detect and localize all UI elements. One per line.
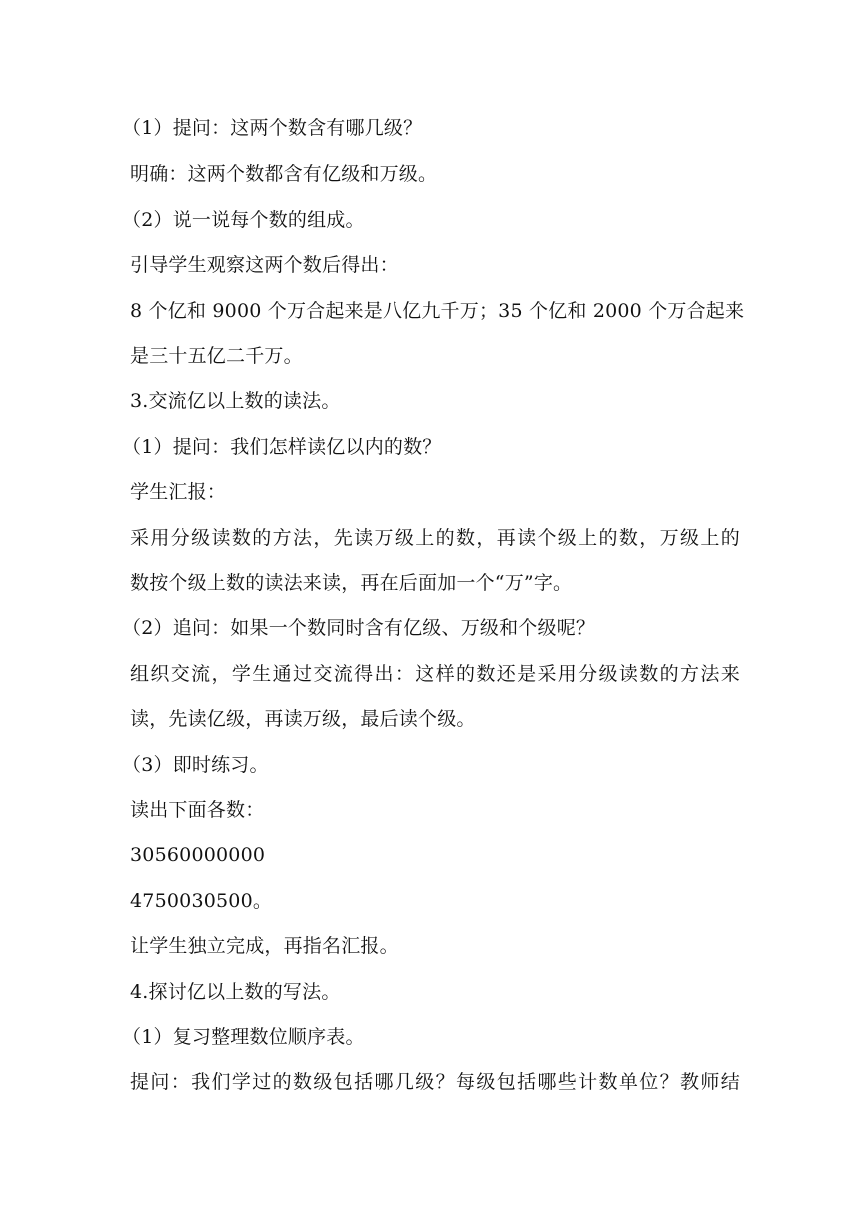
- text-line: 引导学生观察这两个数后得出：: [130, 254, 399, 276]
- text-line: 8 个亿和 9000 个万合起来是八亿九千万；35 个亿和 2000 个万合起来: [130, 300, 745, 322]
- text-line: 数按个级上数的读法来读，再在后面加一个“万”字。: [130, 572, 573, 594]
- text-line: 读出下面各数：: [130, 799, 265, 821]
- text-line: 让学生独立完成，再指名汇报。: [130, 935, 399, 957]
- text-line: 组织交流，学生通过交流得出：这样的数还是采用分级读数的方法来: [130, 663, 740, 685]
- text-line: （1）提问：我们怎样读亿以内的数？: [122, 436, 442, 458]
- text-line: （2）说一说每个数的组成。: [122, 209, 365, 231]
- text-line: 采用分级读数的方法，先读万级上的数，再读个级上的数，万级上的: [130, 527, 740, 549]
- text-line: （3）即时练习。: [122, 754, 269, 776]
- text-line: （2）追问：如果一个数同时含有亿级、万级和个级呢？: [122, 617, 596, 639]
- number-line: 4750030500。: [130, 890, 273, 912]
- text-line: 学生汇报：: [130, 481, 227, 503]
- text-line: 明确：这两个数都含有亿级和万级。: [130, 163, 438, 185]
- number-line: 30560000000: [130, 844, 266, 866]
- text-line: 是三十五亿二千万。: [130, 345, 303, 367]
- text-line: （1）提问：这两个数含有哪几级？: [122, 117, 423, 139]
- text-line: 提问：我们学过的数级包括哪几级？每级包括哪些计数单位？教师结: [130, 1071, 740, 1093]
- section-heading: 4.探讨亿以上数的写法。: [130, 981, 341, 1003]
- text-line: （1）复习整理数位顺序表。: [122, 1026, 365, 1048]
- text-line: 读，先读亿级，再读万级，最后读个级。: [130, 708, 476, 730]
- section-heading: 3.交流亿以上数的读法。: [130, 390, 341, 412]
